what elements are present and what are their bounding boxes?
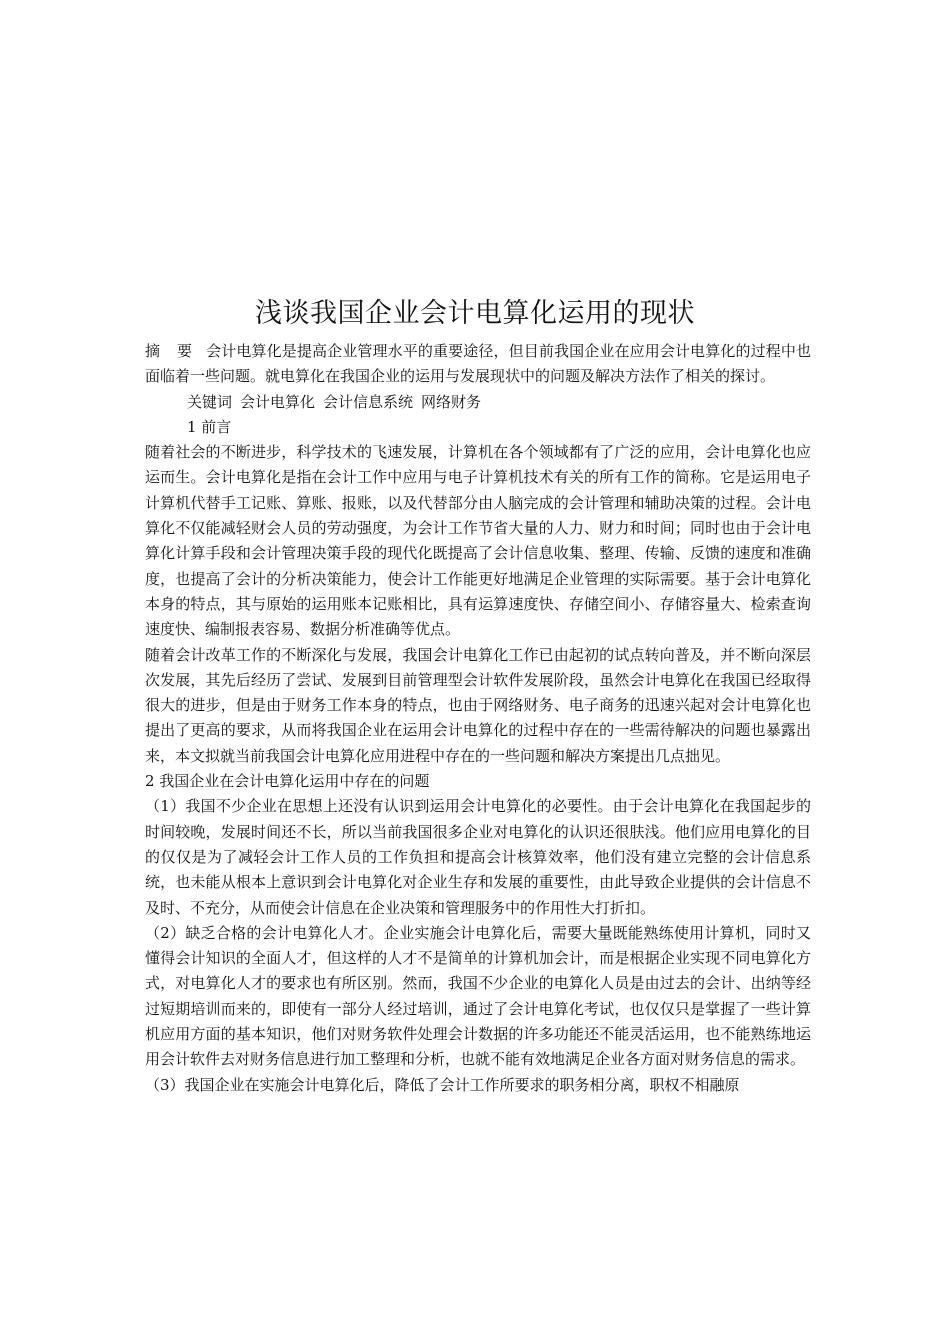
keyword-item: 网络财务: [421, 392, 482, 411]
abstract-label: 摘 要: [145, 342, 199, 360]
section1-heading: 1 前言: [187, 417, 232, 436]
keywords-label: 关键词: [187, 392, 233, 411]
keyword-item: 会计信息系统: [323, 392, 414, 411]
section1-paragraph: 随着社会的不断进步，科学技术的飞速发展，计算机在各个领域都有了广泛的应用，会计电算化也应运而生。会计电算化是指在会计工作中应用与电子计算机技术有关的所有工作的简称。它是运用电子计算机代替手工记账、算账、报账，以及代替部分由人脑完成的会计管理和辅助决策的过程。会计电算化不仅能减轻财会人员的劳动强度，为会计工作节省大量的人力、财力和时间；同时也由于会计电算化计算手段和会计管理决策手段的现代化既提高了会计信息收集、整理、传输、反馈的速度和准确度，也提高了会计的分析决策能力，使会计工作能更好地满足企业管理的实际需要。基于会计电算化本身的特点，其与原始的运用账本记账相比，具有运算速度快、存储空间小、存储容量大、检索查询速度快、编制报表容易、数据分析准确等优点。: [145, 443, 811, 639]
section2-paragraph: （2）缺乏合格的会计电算化人才。企业实施会计电算化后，需要大量既能熟练使用计算机，同时又懂得会计知识的全面人才，但这样的人才不是简单的计算机加会计，而是根据企业实现不同电算化方式，对电算化人才的要求也有所区别。然而，我国不少企业的电算化人员是由过去的会计、出纳等经过短期培训而来的，即使有一部分人经过培训，通过了会计电算化考试，也仅仅只是掌握了一些计算机应用方面的基本知识，他们对财务软件处理会计数据的许多功能还不能灵活运用，也不能熟练地运用会计软件去对财务信息进行加工整理和分析，也就不能有效地满足企业各方面对财务信息的需求。: [145, 923, 811, 1069]
document-title: 浅谈我国企业会计电算化运用的现状: [255, 298, 695, 329]
section2-heading: 2 我国企业在会计电算化运用中存在的问题: [145, 772, 430, 791]
section2-paragraph: （1）我国不少企业在思想上还没有认识到运用会计电算化的必要性。由于会计电算化在我国起步的时间较晚，发展时间还不长，所以当前我国很多企业对电算化的认识还很肤浅。他们应用电算化的目的仅仅是为了减轻会计工作人员的工作负担和提高会计核算效率，他们没有建立完整的会计信息系统，也未能从根本上意识到会计电算化对企业生存和发展的重要性，由此导致企业提供的会计信息不及时、不充分，从而使会计信息在企业决策和管理服务中的作用性大打折扣。: [145, 797, 811, 917]
keyword-item: 会计电算化: [240, 392, 316, 411]
section2-paragraph: （3）我国企业在实施会计电算化后，降低了会计工作所要求的职务相分离，职权不相融原: [145, 1075, 740, 1094]
section1-paragraph: 随着会计改革工作的不断深化与发展，我国会计电算化工作已由起初的试点转向普及，并不断向深层次发展，其先后经历了尝试、发展到目前管理型会计软件发展阶段，虽然会计电算化在我国已经取得很大的进步，但是由于财务工作本身的特点，也由于网络财务、电子商务的迅速兴起对会计电算化也提出了更高的要求，从而将我国企业在运用会计电算化的过程中存在的一些需待解决的问题也暴露出来，本文拟就当前我国会计电算化应用进程中存在的一些问题和解决方案提出几点拙见。: [145, 645, 811, 765]
abstract-text: 会计电算化是提高企业管理水平的重要途径，但目前我国企业在应用会计电算化的过程中也面临着一些问题。就电算化在我国企业的运用与发展现状中的问题及解决方法作了相关的探讨。: [145, 342, 811, 386]
abstract: [145, 339, 811, 390]
keywords: [145, 390, 811, 415]
document-body: [145, 339, 811, 1098]
